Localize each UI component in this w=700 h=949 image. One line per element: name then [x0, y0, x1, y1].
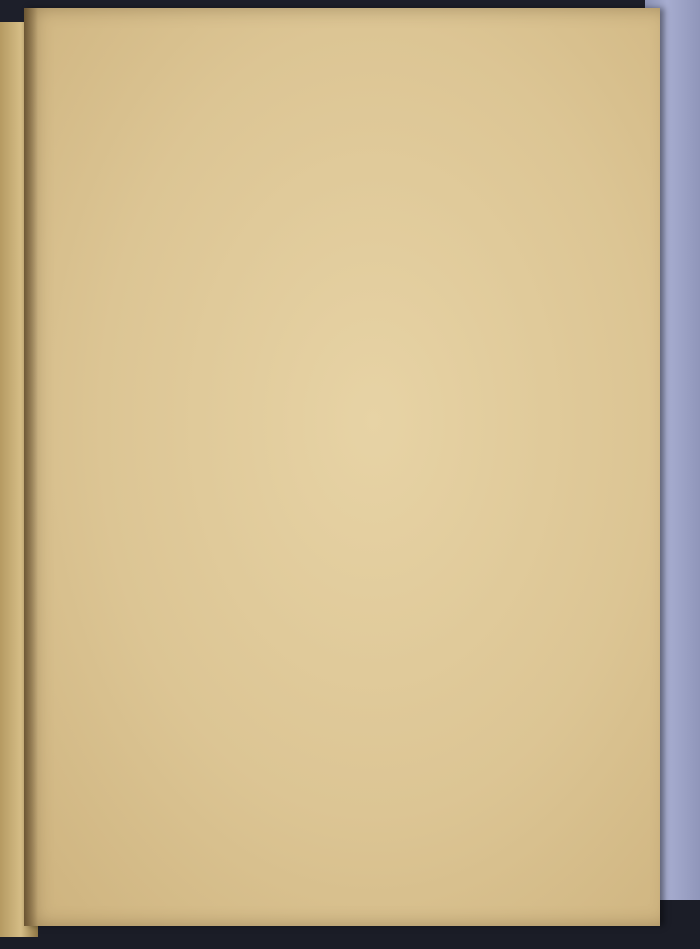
- book-page: [24, 8, 660, 926]
- page-spine-shadow: [24, 8, 38, 926]
